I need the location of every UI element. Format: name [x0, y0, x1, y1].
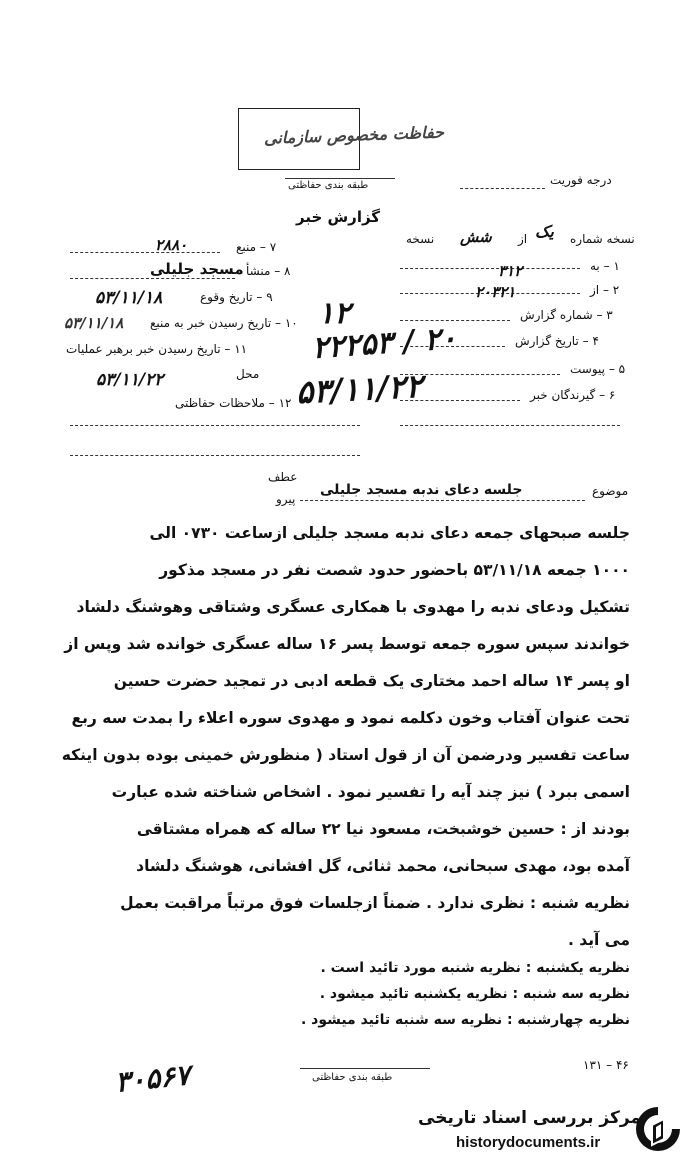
atf-label: عطف — [268, 470, 298, 484]
to-value: ۳۱۲ — [498, 262, 523, 280]
body-line-1: جلسه صبحهای جمعه دعای ندبه مسجد جلیلی ازساعت ۰۷۳۰ الی — [149, 524, 630, 542]
location-value: ۵۳/۱۱/۲۲ — [96, 370, 164, 390]
classification-top: طبقه بندی حفاظتی — [288, 180, 369, 191]
body-line-9: بودند از : حسین خوشبخت، مسعود نیا ۲۲ ساله که همراه مشتاقی — [136, 820, 630, 838]
peiro-label: پیرو — [276, 492, 296, 506]
body-line-4: خواندند سپس سوره جمعه توسط پسر ۱۶ ساله عسگری خوانده شد وپس از — [64, 635, 630, 653]
report-number-label: ۳ – شماره گزارش — [520, 308, 613, 322]
body-line-8: اسمی ببرد ) نیز چند آیه را تفسیر نمود . اشخاص شناخته شده عبارت — [111, 783, 630, 801]
body-line-12: می آید . — [567, 931, 630, 949]
attachment-label: ۵ – پیوست — [570, 362, 626, 376]
copy-label: نسخه — [406, 232, 435, 246]
of-value: شش — [460, 228, 492, 246]
opinion-sunday: نظریه یکشنبه : نظریه شنبه مورد تائید است . — [320, 960, 630, 976]
handwritten-number-12: ۱۲ — [318, 296, 351, 331]
priority-label: درجه فوریت — [550, 173, 612, 187]
security-notes-line — [70, 425, 360, 426]
attachment-line — [400, 374, 560, 375]
origin-label: ۸ – منشأ — [246, 264, 291, 278]
opinion-tuesday: نظریه سه شنبه : نظریه یکشنبه تائید میشود . — [319, 986, 630, 1002]
from-label: ۲ – از — [590, 283, 620, 297]
body-line-5: او پسر ۱۴ ساله احمد مختاری یک قطعه ادبی در تمجید حضرت حسین — [113, 672, 630, 690]
body-line-2: ۱۰۰۰ جمعه ۵۳/۱۱/۱۸ باحضور حدود شصت نفر در مسجد مذکور — [159, 561, 630, 579]
recipients-label: ۶ – گیرندگان خبر — [530, 388, 616, 402]
watermark-logo — [634, 1105, 682, 1153]
watermark-url: historydocuments.ir — [456, 1134, 601, 1151]
occurrence-date-value: ۵۳/۱۱/۱۸ — [95, 288, 163, 308]
header-rule-left — [285, 178, 395, 179]
security-notes-label: ۱۲ – ملاحظات حفاظتی — [175, 396, 292, 410]
classification-bottom: طبقه بندی حفاظتی — [312, 1072, 393, 1083]
to-label: ۱ – به — [590, 259, 620, 273]
origin-value: مسجد جلیلی — [150, 260, 244, 278]
security-notes-line-2 — [70, 455, 360, 456]
body-line-6: تحت عنوان آفتاب وخون دکلمه نمود و مهدوی سوره اعلاء را بمدت سه ربع — [71, 709, 630, 727]
report-date-label: ۴ – تاریخ گزارش — [515, 334, 599, 348]
occurrence-date-label: ۹ – تاریخ وقوع — [200, 290, 273, 304]
classification-stamp: حفاظت مخصوص سازمانی — [263, 122, 445, 148]
opinion-wednesday: نظریه چهارشنبه : نظریه سه شنبه تائید میشود . — [300, 1012, 630, 1028]
subject-line — [300, 500, 585, 501]
received-at-source-label: ۱۰ – تاریخ رسیدن خبر به منبع — [150, 316, 298, 330]
source-line — [70, 252, 220, 253]
report-title: گزارش خبر — [296, 208, 381, 226]
of-label: از — [518, 232, 528, 246]
source-label: ۷ – منبع — [236, 240, 277, 254]
form-code: ۱۳۱ – ۴۶ — [583, 1058, 629, 1072]
source-value: ۲۸۸۰ — [155, 236, 188, 254]
body-line-10: آمده بود، مهدی سبحانی، محمد ثنائی، گل افشانی، هوشنگ دلشاد — [136, 857, 630, 875]
copy-number-value: یک — [535, 222, 554, 241]
priority-line — [460, 188, 545, 189]
footer-rule — [300, 1068, 430, 1069]
to-line — [400, 268, 580, 269]
subject-label: موضوع — [592, 484, 629, 498]
body-line-3: تشکیل ودعای ندبه را مهدوی با همکاری عسگری وشتاقی وهوشنگ دلشاد — [76, 598, 630, 616]
origin-line — [70, 278, 235, 279]
handwritten-ref-number: ۲۲۲۵۳ / ۲۰ — [310, 320, 458, 367]
subject-value: جلسه دعای ندبه مسجد جلیلی — [320, 482, 523, 498]
from-value: ۲۰۳۲۱ — [475, 283, 516, 301]
copy-number-label: نسخه شماره — [570, 232, 635, 246]
received-at-source-value: ۵۳/۱۱/۱۸ — [64, 314, 124, 332]
received-by-operations-label: ۱۱ – تاریخ رسیدن خبر برهبر عملیات — [66, 342, 248, 356]
watermark-org: مرکز بررسی اسناد تاریخی — [418, 1108, 641, 1128]
recipients-line-2 — [400, 425, 620, 426]
body-line-11: نظریه شنبه : نظری ندارد . ضمناً ازجلسات فوق مرتباً مراقبت بعمل — [120, 894, 630, 912]
handwritten-bottom-number: ۳۰۵۶۷ — [113, 1058, 192, 1099]
body-line-7: ساعت تفسیر ودرضمن آن از قول استاد ( منظورش خمینی بوده بدون اینکه — [61, 746, 630, 764]
handwritten-date: ۵۳/۱۱/۲۲ — [295, 366, 424, 412]
location-label: محل — [236, 367, 260, 381]
